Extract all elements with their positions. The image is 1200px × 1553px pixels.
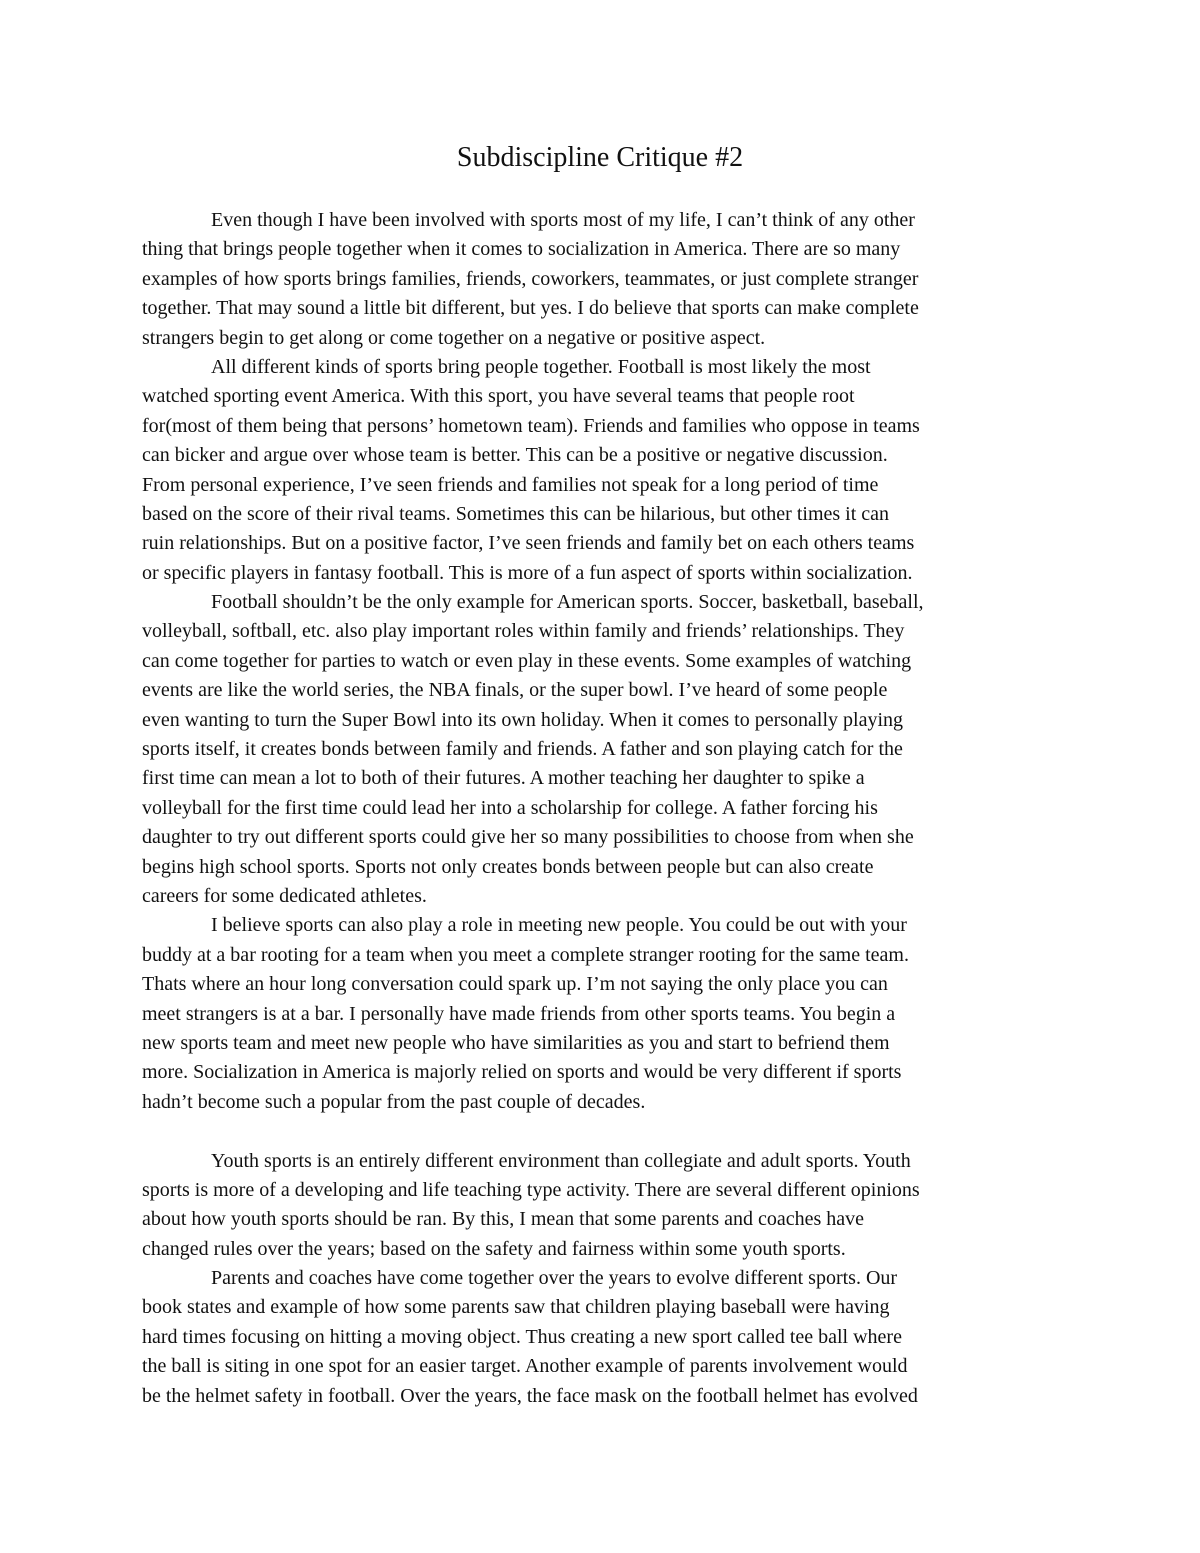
paragraph bbox=[142, 911, 1062, 1117]
text-line: hard times focusing on hitting a moving object. Thus creating a new sport called tee ball where bbox=[142, 1325, 902, 1348]
text-line: meet strangers is at a bar. I personally have made friends from other sports teams. You begin a bbox=[142, 1002, 896, 1025]
text-line: ruin relationships. But on a positive factor, I’ve seen friends and family bet on each others teams bbox=[142, 532, 915, 555]
text-line: thing that brings people together when it comes to socialization in America. There are so many bbox=[142, 238, 901, 261]
text-line: based on the score of their rival teams. Sometimes this can be hilarious, but other times it can bbox=[142, 502, 890, 525]
text-line: watched sporting event America. With this sport, you have several teams that people root bbox=[142, 385, 855, 408]
text-line: daughter to try out different sports could give her so many possibilities to choose from when she bbox=[142, 826, 914, 849]
document-body bbox=[142, 206, 1062, 1411]
paragraph bbox=[142, 588, 1062, 911]
paragraph-spacer bbox=[142, 1117, 1062, 1146]
text-line: for(most of them being that persons’ hometown team). Friends and families who oppose in teams bbox=[142, 414, 920, 437]
text-line: begins high school sports. Sports not only creates bonds between people but can also create bbox=[142, 855, 874, 878]
text-line: first time can mean a lot to both of their futures. A mother teaching her daughter to spike a bbox=[142, 767, 865, 790]
text-line: more. Socialization in America is majorly relied on sports and would be very different if sports bbox=[142, 1061, 902, 1084]
text-line: events are like the world series, the NBA finals, or the super bowl. I’ve heard of some people bbox=[142, 679, 888, 702]
text-line: buddy at a bar rooting for a team when you meet a complete stranger rooting for the same team. bbox=[142, 943, 909, 966]
text-line: careers for some dedicated athletes. bbox=[142, 884, 427, 907]
text-line: even wanting to turn the Super Bowl into its own holiday. When it comes to personally playing bbox=[142, 708, 903, 731]
paragraph bbox=[142, 1147, 1062, 1265]
paragraph bbox=[142, 1264, 1062, 1411]
document-title: Subdiscipline Critique #2 bbox=[456, 142, 744, 173]
text-line: From personal experience, I’ve seen friends and families not speak for a long period of time bbox=[142, 473, 879, 496]
text-line: can come together for parties to watch or even play in these events. Some examples of watching bbox=[142, 649, 912, 672]
text-line: volleyball, softball, etc. also play important roles within family and friends’ relationships. They bbox=[142, 620, 905, 643]
text-line: Youth sports is an entirely different environment than collegiate and adult sports. Youth bbox=[211, 1149, 911, 1172]
text-line: be the helmet safety in football. Over the years, the face mask on the football helmet has evolved bbox=[142, 1384, 918, 1407]
text-line: I believe sports can also play a role in meeting new people. You could be out with your bbox=[211, 914, 907, 937]
text-line: about how youth sports should be ran. By this, I mean that some parents and coaches have bbox=[142, 1208, 865, 1231]
paragraph bbox=[142, 206, 1062, 353]
text-line: All different kinds of sports bring people together. Football is most likely the most bbox=[211, 355, 871, 378]
text-line: hadn’t become such a popular from the past couple of decades. bbox=[142, 1090, 646, 1113]
text-line: new sports team and meet new people who have similarities as you and start to befriend them bbox=[142, 1031, 890, 1054]
text-line: Football shouldn’t be the only example for American sports. Soccer, basketball, baseball, bbox=[211, 591, 924, 614]
text-line: sports itself, it creates bonds between family and friends. A father and son playing catch for the bbox=[142, 738, 903, 761]
text-line: Thats where an hour long conversation could spark up. I’m not saying the only place you can bbox=[142, 973, 888, 996]
text-line: examples of how sports brings families, friends, coworkers, teammates, or just complete stranger bbox=[142, 267, 919, 290]
text-line: changed rules over the years; based on the safety and fairness within some youth sports. bbox=[142, 1237, 846, 1260]
paragraph bbox=[142, 353, 1062, 588]
text-line: sports is more of a developing and life teaching type activity. There are several different opinions bbox=[142, 1178, 920, 1201]
text-line: can bicker and argue over whose team is better. This can be a positive or negative discussion. bbox=[142, 444, 888, 467]
text-line: volleyball for the first time could lead her into a scholarship for college. A father forcing his bbox=[142, 796, 878, 819]
text-line: or specific players in fantasy football. This is more of a fun aspect of sports within socialization. bbox=[142, 561, 913, 584]
text-line: Even though I have been involved with sports most of my life, I can’t think of any other bbox=[211, 209, 915, 231]
text-line: strangers begin to get along or come together on a negative or positive aspect. bbox=[142, 326, 766, 349]
text-line: the ball is siting in one spot for an easier target. Another example of parents involvement would bbox=[142, 1355, 908, 1378]
text-line: together. That may sound a little bit different, but yes. I do believe that sports can make complete bbox=[142, 297, 919, 320]
text-line: Parents and coaches have come together over the years to evolve different sports. Our bbox=[211, 1267, 898, 1290]
text-line: book states and example of how some parents saw that children playing baseball were having bbox=[142, 1296, 890, 1319]
